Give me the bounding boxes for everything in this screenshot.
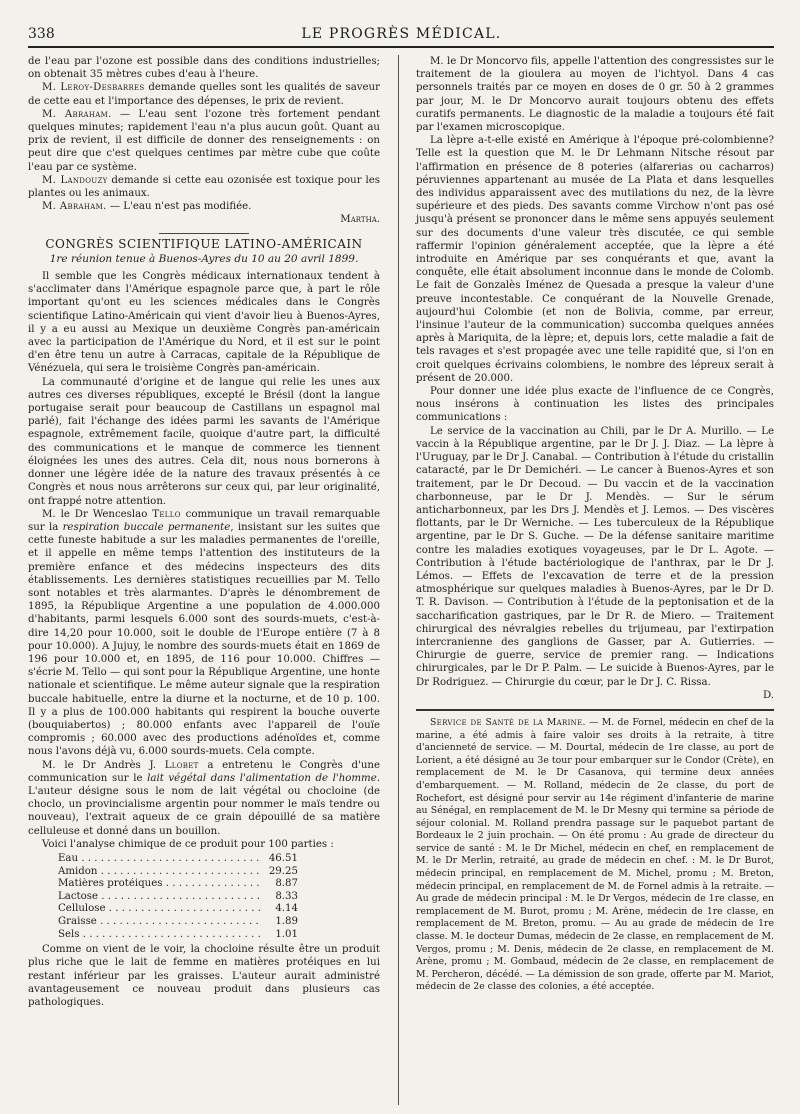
text: communique un travail remarquable sur la	[28, 508, 381, 533]
row-label: Cellulose . . .	[58, 903, 260, 916]
table-row	[58, 916, 298, 929]
right-column	[416, 55, 774, 1105]
section-separator	[159, 233, 249, 234]
row-value: 46.51	[260, 853, 298, 866]
text: M. le Dr Wenceslao	[42, 508, 153, 520]
paragraph	[28, 108, 380, 174]
table-row	[58, 891, 298, 904]
row-label: Graisse . . .	[58, 916, 260, 929]
section-subheading: 1re réunion tenue à Buenos-Ayres du 10 au 20 avril 1899.	[49, 252, 359, 265]
paragraph: de l'eau par l'ozone est possible dans des conditions industrielles; on obtenait 35 mètres cubes d'eau à l'heure.	[28, 56, 380, 81]
paragraph-text: demande si cette eau ozonisée est toxique pour les plantes ou les animaux.	[28, 174, 380, 200]
running-header	[28, 10, 774, 42]
paragraph: M. le Dr Moncorvo fils, appelle l'attention des congressistes sur le traitement de la gioulera au moyen de l'ichtyol. Dans 4 cas personnels traités par ce moyen en doses de 0 gr. 50 à 2 grammes par jour, M. le Dr Moncorvo aurait toujours obtenu des effets curatifs permanents. Le diagnostic de la maladie a toujours été fait par l'examen microscopique.	[416, 56, 774, 134]
row-value: 1.89	[260, 916, 298, 929]
signature	[416, 689, 774, 702]
news-heading: Service de Santé de la Marine.	[430, 716, 586, 728]
row-value: 8.87	[260, 878, 298, 891]
speaker-name: M. Leroy-Desbarres	[42, 82, 145, 94]
text: M. le Dr Andrès J.	[42, 759, 165, 771]
row-value: 8.33	[260, 891, 298, 904]
paragraph-text: — L'eau n'est pas modifiée.	[106, 201, 252, 213]
paragraph	[28, 759, 380, 838]
paragraph-text: demande quelles sont les qualités de saveur de cette eau et l'importance des dépenses, le prix de revient.	[28, 82, 380, 107]
paragraph	[416, 717, 774, 994]
paragraph: Voici l'analyse chimique de ce produit pour 100 parties :	[42, 838, 334, 850]
row-label: Sels . . .	[58, 929, 260, 942]
row-value: 29.25	[260, 866, 298, 879]
signature	[28, 213, 380, 226]
table-row	[58, 866, 298, 879]
analysis-table	[58, 853, 298, 941]
row-value: 1.01	[260, 929, 298, 942]
signature-text: Martha.	[340, 214, 380, 226]
paragraph: La communauté d'origine et de langue qui relie les unes aux autres ces diverses républiques, excepté le Brésil (dont la langue portugaise serait pour beaucoup de Castillans un espagnol mal parlé), fait l'échange des idées parmi les savants de l'Amérique espagnole, extrêmement facile, quoique d'autre part, la difficulté des communications et le manque de commerce les tiennent éloignées les unes des autres. Cela dit, nous nous bornerons à donner une légère idée de la nature des travaux présentés à ce Congrès et nous nous arrêterons sur ceux qui, par leur originalité, ont frappé notre attention.	[28, 376, 380, 507]
paragraph-text: — L'eau sent l'ozone très fortement pendant quelques minutes; rapidement l'eau n'a plus aucun goût. Quant au prix de revient, il est difficile de donner des renseignements : on peut dire que c'est quelques centimes par mètre cube que coûte l'eau par ce système.	[28, 108, 380, 173]
speaker-name: M. Abraham.	[42, 108, 112, 120]
table-row	[58, 929, 298, 942]
paragraph: Pour donner une idée plus exacte de l'influence de ce Congrès, nous insérons à continuation les listes des principales communications :	[416, 386, 774, 424]
signature-text: D.	[762, 689, 774, 701]
table-row	[58, 878, 298, 891]
paragraph: Comme on vient de le voir, la chocloine résulte être un produit plus riche que le lait de femme en matières protéiques en lui restant inférieur par les graisses. L'auteur aurait administré avantageusement ce nouveau produit dans plusieurs cas pathologiques.	[28, 944, 380, 1008]
text: . L'auteur désigne sous le nom de lait végétal ou chocloine (de choclo, un provincialisme argentin pour nommer le maïs tendre ou nouveau), l'extrait aqueux de ce grain dépouillé de sa matière celluleuse et donné dans un bouillon.	[28, 772, 380, 837]
table-row	[58, 853, 298, 866]
row-label: Amidon . . .	[58, 866, 260, 879]
paragraph-text: — M. de Fornel, médecin en chef de la marine, a été admis à faire valoir ses droits à la retraite, à titre d'ancienneté de service. — M. Dourtal, médecin de 1re classe, au port de Lorient, a été désigné au 3e tour pour embarquer sur le Condor (Crète), en remplacement de M. le Dr Casanova, qui termine deux années d'embarquement. — M. Rolland, médecin de 2e classe, du port de Rochefort, est désigné pour servir au 14e régiment d'infanterie de marine au Sénégal, en remplacement de M. le Dr Mesny qui termine sa période de séjour colonial. M. Rolland prendra passage sur le paquebot partant de Bordeaux le 2 juin prochain. — On été promu : Au grade de directeur du service de santé : M. le Dr Michel, médecin en chef, en remplacement de M. le Dr Merlin, retraité, au grade de médecin en chef. : M. le Dr Burot, médecin principal, en remplacement de M. Michel, promu ; M. Breton, médecin principal, en remplacement de M. de Fornel admis à la retraite. — Au grade de médecin principal : M. le Dr Vergos, médecin de 1re classe, en remplacement de M. Burot, promu ; M. Arène, médecin de 1re classe, en remplacement de M. Breton, promu. — Au au grade de médecin de 1re classe. M. le docteur Dumas, médecin de 2e classe, en remplacement de M. Vergos, promu ; M. Denis, médecin de 2e classe, en remplacement de M. Arène, promu ; M. Gombaud, médecin de 2e classe, en remplacement de M. Percheron, décédé. — La démission de son grade, offerte par M. Mariot, médecin de 2e classe des colonies, a été acceptée.	[416, 716, 775, 993]
paragraph	[28, 174, 380, 200]
paragraph: Il semble que les Congrès médicaux internationaux tendent à s'acclimater dans l'Amérique espagnole parce que, à part le rôle important qu'ont eu les sciences médicales dans le Congrès scientifique Latino-Américain qui vient d'avoir lieu à Buenos-Ayres, il y a eu aussi au Mexique un deuxième Congrès pan-américain avec la participation de l'Amérique du Nord, et il est sur le point d'en être tenu un autre à Carracas, capitale de la République de Vénézuela, qui sera le troisième Congrès pan-américain.	[28, 271, 380, 375]
page-number: 338	[28, 26, 55, 42]
section-rule	[416, 709, 774, 711]
italic-title: respiration buccale permanente	[62, 521, 231, 533]
paragraph: Le service de la vaccination au Chili, par le Dr A. Murillo. — Le vaccin à la République argentine, par le Dr J. J. Diaz. — La lèpre à l'Uruguay, par le Dr J. Canabal. — Contribution à l'étude du cristallin cataracté, par le Dr Demichéri. — Le cancer à Buenos-Ayres et son traitement, par le Dr Decoud. — Du vaccin et de la vaccination charbonneuse, par le Dr J. Mendès. — Sur le sérum anticharbonneux, par les Drs J. Mendès et J. Lemos. — Des viscères flottants, par le Dr Werniche. — Les tuberculeux de la République argentine, par le Dr S. Guche. — De la défense sanitaire maritime contre les maladies exotiques voyageuses, par le Dr L. Agote. — Contribution à l'étude bactériologique de l'anthrax, par le Dr J. Lémos. — Effets de l'excavation de terre et de la pression atmosphérique sur quelques maladies à Buenos-Ayres, par le Dr D. T. R. Davison. — Contribution à l'étude de la peptonisation et de la saccharification gastriques, par le Dr R. de Miero. — Traitement chirurgical des névralgies rebelles du trijumeau, par l'extirpation intercranienne des ganglions de Gasser, par A. Gutierries. — Chirurgie de guerre, service de premier rang. — Indications chirurgicales, par le Dr P. Palm. — Le suicide à Buenos-Ayres, par le Dr Rodriguez. — Chirurgie du cœur, par le Dr J. C. Rissa.	[416, 425, 774, 688]
author-name: Tello	[152, 508, 181, 520]
text: a entretenu le Congrès d'une communication sur le	[28, 759, 380, 784]
row-label: Eau . . .	[58, 853, 260, 866]
row-value: 4.14	[260, 903, 298, 916]
speaker-name: M. Landouzy	[42, 174, 108, 186]
row-label: Matières protéiques . . .	[58, 878, 260, 891]
paragraph	[28, 81, 380, 107]
text: , insistant sur les suites que cette funeste habitude a sur les maladies permanentes de l'oreille, et il appelle en même temps l'attention des instituteurs de la première enfance et des médecins inspecteurs des dits établissements. Les dernières statistiques recueillies par M. Tello sont notables et très alarmantes. D'après le dénombrement de 1895, la République Argentine a une population de 4.000.000 d'habitants, parmi lesquels 6.000 sont des sourds-muets, c'est-à-dire 14,20 pour 10.000, soit le double de l'Europe entière (7 à 8 pour 10.000). A Jujuy, le nombre des sourds-muets était en 1869 de 196 pour 10.000 et, en 1895, de 116 pour 10.000. Chiffres — s'écrie M. Tello — qui sont pour la République Argentine, une honte nationale et scientifique. Le même auteur signale que la respiration buccale habituelle, entre la diurne et la nocturne, et de 10 p. 100. Il y a plus de 100.000 habitants qui respirent la bouche ouverte (bouquiabertos) ; 80.000 enfants avec l'appareil de l'ouïe compromis ; 60.000 avec des productions adénoïdes et, comme nous l'avons déjà vu, 6.000 sourds-muets. Cela compte.	[28, 521, 380, 758]
two-column-body	[28, 55, 774, 1105]
speaker-name: M. Abraham.	[42, 201, 107, 213]
header-rule	[28, 46, 774, 48]
section-heading: CONGRÈS SCIENTIFIQUE LATINO-AMÉRICAIN	[45, 236, 363, 251]
row-label: Lactose . . .	[58, 891, 260, 904]
column-divider	[398, 55, 399, 1105]
paragraph: La lèpre a-t-elle existé en Amérique à l'époque pré-colombienne? Telle est la question que M. le Dr Lehmann Nitsche résout par l'affirmation en présence de 8 poteries (alfarerias ou cacharros) péruviennes appartenant au musée de La Plata et dans lesquelles des individus apparaissent avec des mutilations du nez, de la lèvre supérieure et des pieds. Des savants comme Virchow n'ont pas osé jusqu'à présent se prononcer dans le même sens appuyés seulement sur des documents d'une valeur très discutée, ce qui semble raffermir l'opinion généralement acceptée, que la lèpre a été introduite en Amérique par ses conquérants et que, avant la conquête, elle était absolument inconnue dans le monde de Colomb. Le fait de Gonzalès Iménez de Quesada a presque la valeur d'une preuve incontestable. Ce conquérant de la Nouvelle Grenade, aujourd'hui Colombie (et non de Bolivia, comme, par erreur, l'insinue l'auteur de la communication) succomba quelques années après à Mariquita, de la lèpre; et, depuis lors, cette maladie a fait de tels ravages et s'est propagée avec une telle rapidité que, si l'on en croit quelques écrivains colombiens, le nombre des lépreux serait à présent de 20.000.	[416, 135, 774, 384]
journal-title: LE PROGRÈS MÉDICAL.	[301, 26, 502, 42]
paragraph	[28, 200, 380, 213]
left-column	[28, 55, 380, 1105]
italic-title: lait végétal dans l'alimentation de l'homme	[147, 772, 377, 784]
paragraph	[28, 508, 380, 759]
table-row	[58, 903, 298, 916]
author-name: Llobet	[164, 759, 199, 771]
